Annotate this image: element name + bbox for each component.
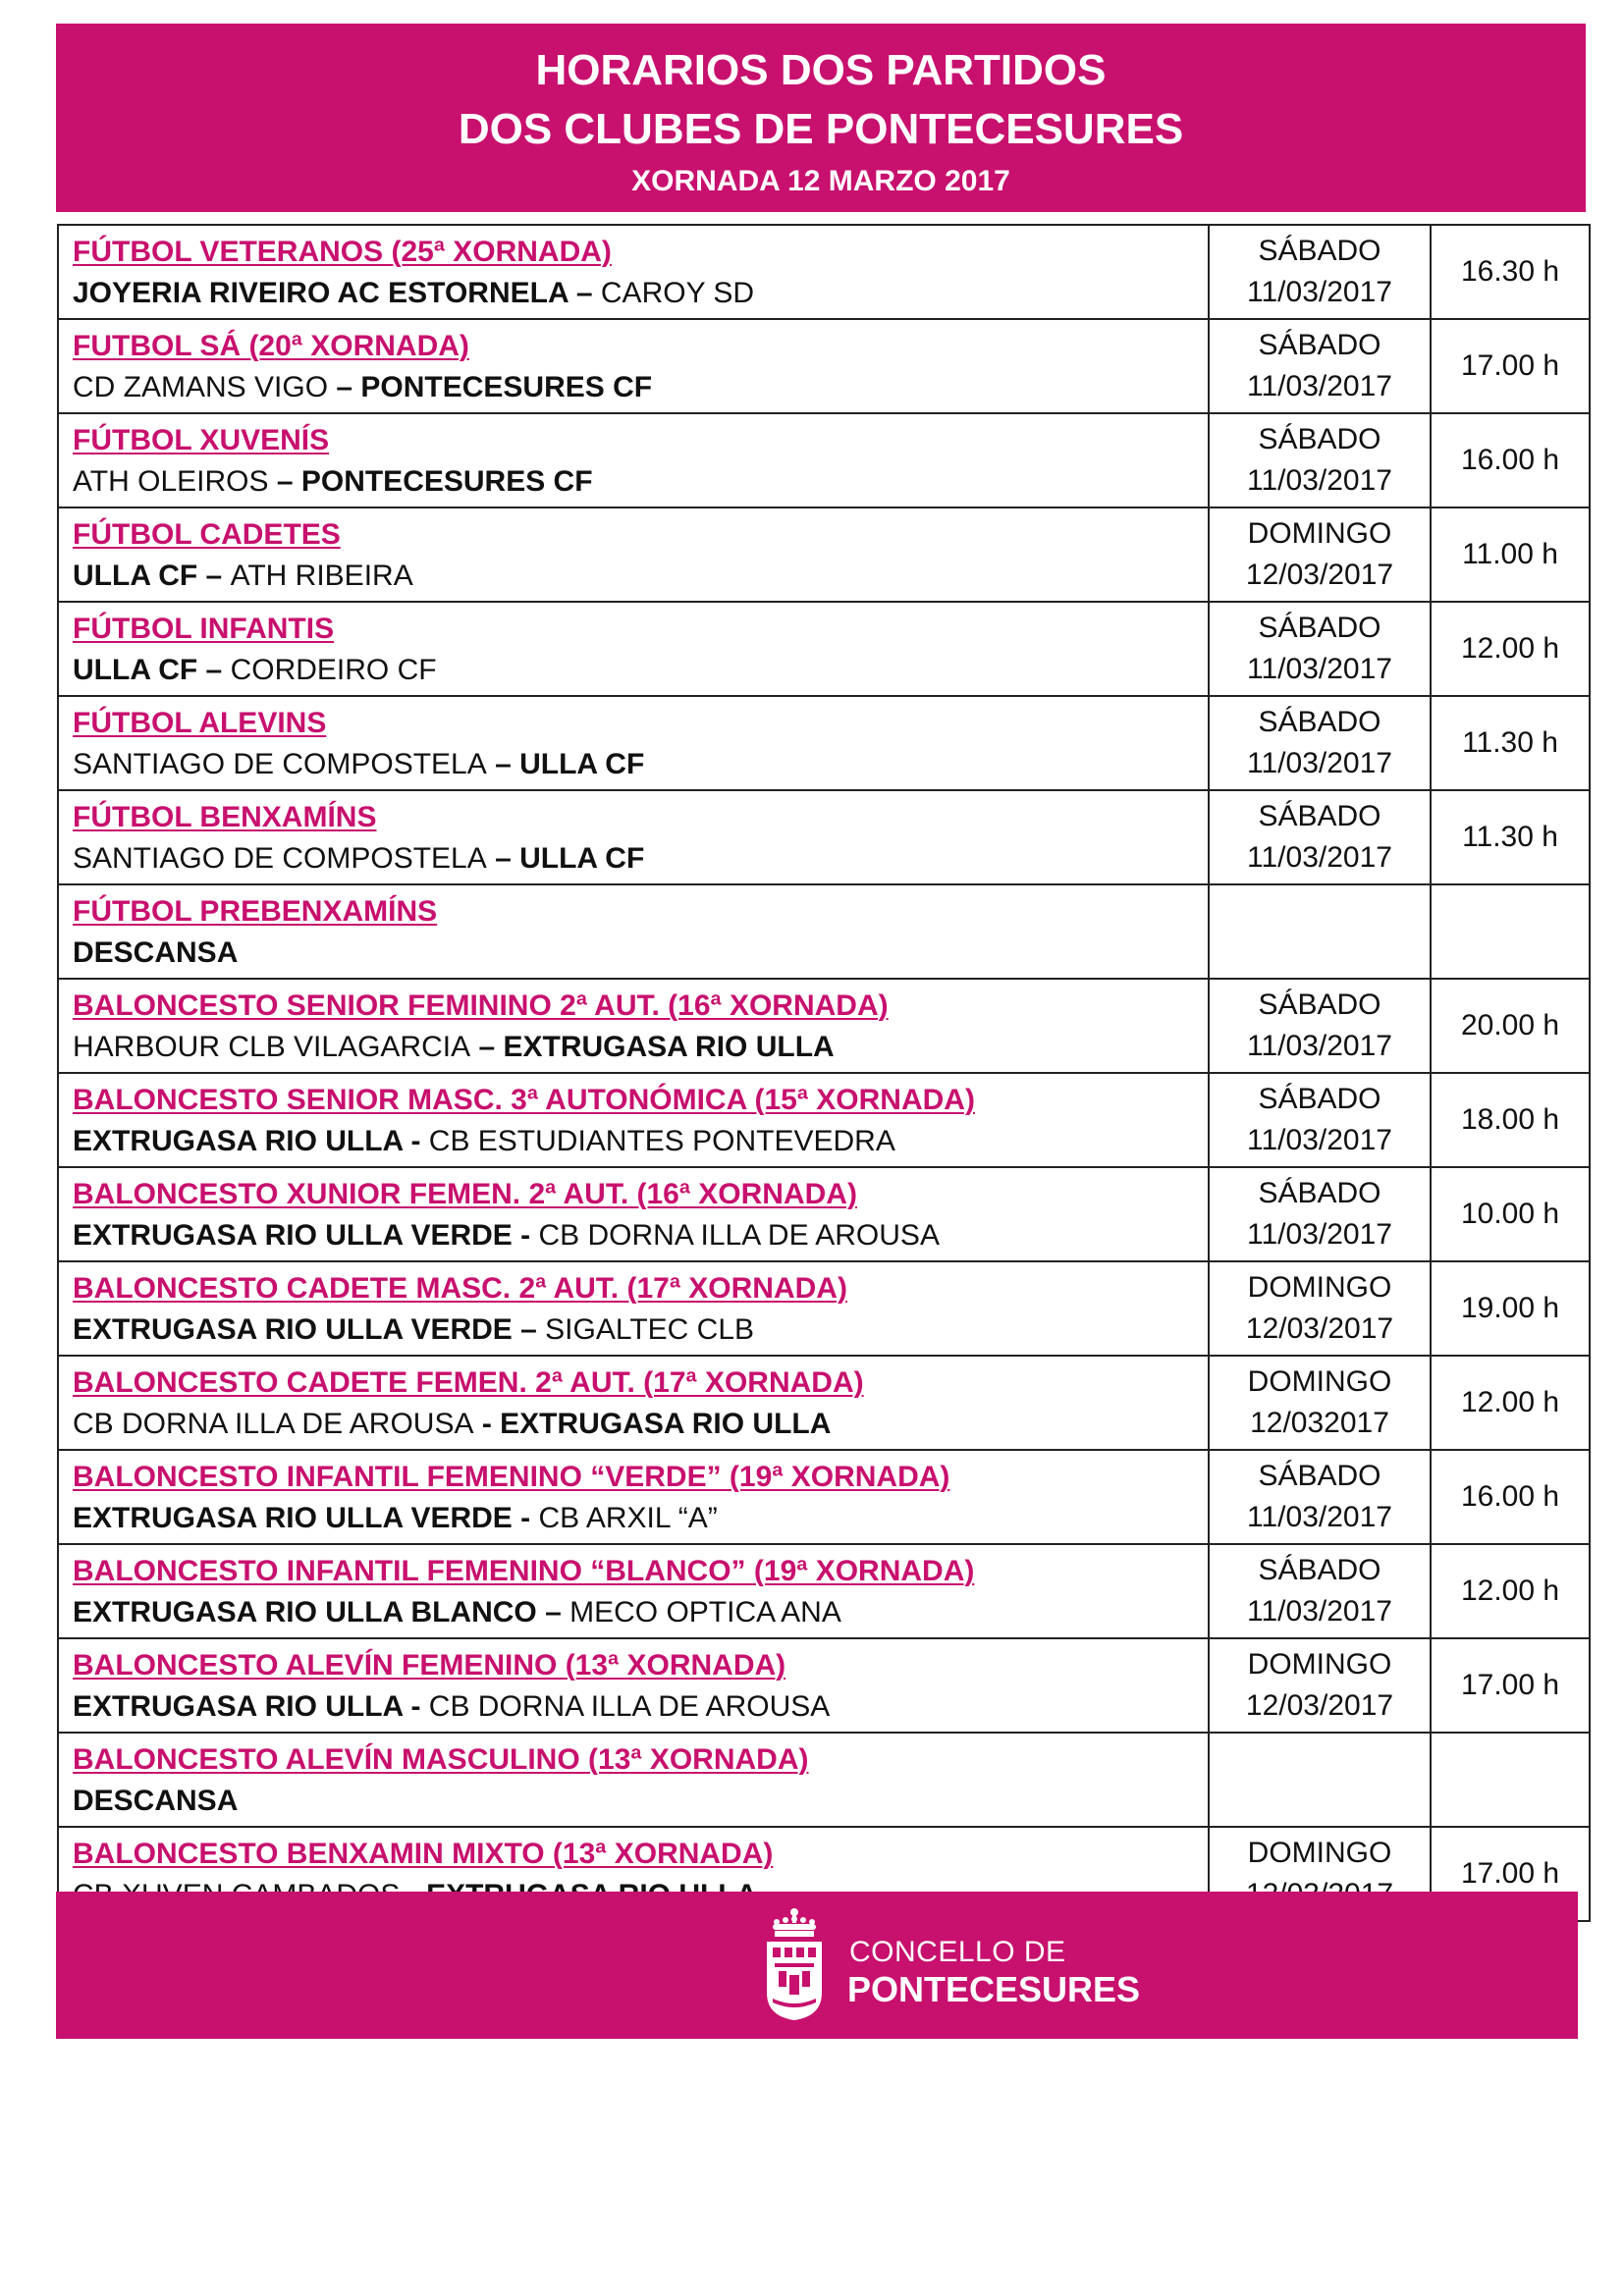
category-label: FÚTBOL PREBENXAMÍNS — [73, 895, 438, 928]
match-day: DOMINGO — [1247, 1365, 1392, 1398]
match-cell — [58, 413, 1209, 507]
match-date: 11/03/2017 — [1247, 464, 1392, 497]
teams-label — [73, 556, 1194, 597]
match-cell — [58, 1356, 1209, 1450]
team-away: EXTRUGASA RIO ULLA — [503, 1031, 835, 1063]
team-home: EXTRUGASA RIO ULLA VERDE — [73, 1219, 513, 1252]
match-time: 16.00 h — [1431, 413, 1590, 507]
table-row — [58, 319, 1590, 413]
date-cell — [1209, 1450, 1431, 1544]
match-day: SÁBADO — [1258, 988, 1381, 1021]
table-row — [58, 1544, 1590, 1638]
table-row — [58, 1450, 1590, 1544]
match-date: 11/03/2017 — [1247, 747, 1392, 779]
match-cell — [58, 319, 1209, 413]
date-cell — [1209, 790, 1431, 884]
category-label: BALONCESTO BENXAMIN MIXTO (13ª XORNADA) — [73, 1838, 774, 1870]
match-date: 12/032017 — [1250, 1407, 1389, 1439]
team-home: EXTRUGASA RIO ULLA VERDE — [73, 1313, 513, 1346]
teams-label — [73, 461, 1194, 503]
teams-label — [73, 1781, 1194, 1822]
team-away: MECO OPTICA ANA — [569, 1596, 841, 1629]
match-day: DOMINGO — [1247, 1271, 1392, 1304]
team-separator: - — [512, 1502, 539, 1534]
match-cell — [58, 1450, 1209, 1544]
table-row — [58, 1733, 1590, 1827]
category-label: FÚTBOL BENXAMÍNS — [73, 801, 377, 833]
match-cell — [58, 1544, 1209, 1638]
teams-label — [73, 933, 1194, 974]
team-home: EXTRUGASA RIO ULLA BLANCO — [73, 1596, 537, 1629]
team-home: CD ZAMANS VIGO — [73, 371, 329, 403]
match-time: 17.00 h — [1431, 1638, 1590, 1733]
team-home: ULLA CF — [73, 560, 198, 592]
match-date: 12/03/2017 — [1245, 1689, 1394, 1722]
table-row — [58, 1261, 1590, 1356]
match-cell — [58, 1733, 1209, 1827]
match-cell — [58, 1167, 1209, 1261]
page-footer — [56, 1892, 1578, 2039]
team-home: HARBOUR CLB VILAGARCIA — [73, 1031, 471, 1063]
team-home: JOYERIA RIVEIRO AC ESTORNELA — [73, 277, 568, 309]
teams-label — [73, 650, 1194, 691]
teams-label — [73, 1027, 1194, 1068]
category-label: FÚTBOL CADETES — [73, 518, 341, 551]
team-away: ULLA CF — [519, 748, 645, 780]
category-label: BALONCESTO SENIOR FEMININO 2ª AUT. (16ª XORNADA) — [73, 989, 889, 1022]
teams-label — [73, 1309, 1194, 1351]
teams-label — [73, 367, 1194, 408]
team-separator: - — [512, 1219, 539, 1252]
team-home: DESCANSA — [73, 936, 239, 969]
teams-label — [73, 1592, 1194, 1633]
category-label: FUTBOL SÁ (20ª XORNADA) — [73, 330, 469, 362]
category-label: BALONCESTO INFANTIL FEMENINO “VERDE” (19ª XORNADA) — [73, 1461, 950, 1493]
match-day: SÁBADO — [1258, 706, 1381, 738]
team-home: EXTRUGASA RIO ULLA — [73, 1690, 404, 1723]
coat-of-arms-icon — [763, 1906, 826, 2022]
table-row — [58, 602, 1590, 696]
team-home: CB DORNA ILLA DE AROUSA — [73, 1408, 474, 1440]
team-away: CB DORNA ILLA DE AROUSA — [538, 1219, 940, 1252]
date-cell — [1209, 1356, 1431, 1450]
match-time: 11.00 h — [1431, 507, 1590, 602]
teams-label — [73, 273, 1194, 314]
team-separator: – — [470, 1031, 504, 1063]
match-cell — [58, 1261, 1209, 1356]
team-separator: – — [197, 560, 231, 592]
match-time: 18.00 h — [1431, 1073, 1590, 1167]
team-separator: – — [536, 1596, 570, 1629]
page-header — [56, 24, 1586, 212]
match-date: 11/03/2017 — [1247, 1595, 1392, 1628]
team-separator: – — [486, 842, 520, 875]
header-subtitle: XORNADA 12 MARZO 2017 — [631, 165, 1010, 197]
table-row — [58, 225, 1590, 319]
table-row — [58, 790, 1590, 884]
team-separator: - — [473, 1408, 501, 1440]
team-away: CB DORNA ILLA DE AROUSA — [428, 1690, 831, 1723]
team-away: CB ARXIL “A” — [538, 1502, 718, 1534]
team-away: SIGALTEC CLB — [545, 1313, 755, 1346]
match-cell — [58, 1073, 1209, 1167]
category-label: BALONCESTO SENIOR MASC. 3ª AUTONÓMICA (15ª XORNADA) — [73, 1084, 975, 1116]
match-time: 12.00 h — [1431, 1356, 1590, 1450]
match-time: 12.00 h — [1431, 1544, 1590, 1638]
category-label: FÚTBOL VETERANOS (25ª XORNADA) — [73, 236, 612, 268]
teams-label — [73, 1404, 1194, 1445]
team-home: EXTRUGASA RIO ULLA VERDE — [73, 1502, 513, 1534]
date-cell — [1209, 696, 1431, 790]
footer-pontecesures-label: PONTECESURES — [847, 1969, 1141, 2009]
team-separator: - — [403, 1690, 429, 1723]
date-cell — [1209, 413, 1431, 507]
match-cell — [58, 225, 1209, 319]
match-time: 19.00 h — [1431, 1261, 1590, 1356]
match-date: 11/03/2017 — [1247, 370, 1392, 402]
footer-concello-label: CONCELLO DE — [849, 1936, 1066, 1968]
table-row — [58, 507, 1590, 602]
match-day: SÁBADO — [1258, 1177, 1381, 1209]
date-cell — [1209, 602, 1431, 696]
table-row — [58, 979, 1590, 1073]
match-time: 17.00 h — [1431, 319, 1590, 413]
teams-label — [73, 1215, 1194, 1256]
table-row — [58, 884, 1590, 979]
match-day: DOMINGO — [1247, 517, 1392, 550]
date-cell — [1209, 1638, 1431, 1733]
header-title-line1: HORARIOS DOS PARTIDOS — [535, 46, 1107, 94]
match-time: 16.00 h — [1431, 1450, 1590, 1544]
team-away: PONTECESURES CF — [300, 465, 593, 498]
match-cell — [58, 696, 1209, 790]
match-date: 12/03/2017 — [1245, 559, 1394, 591]
team-away: CB ESTUDIANTES PONTEVEDRA — [428, 1125, 895, 1157]
table-row — [58, 1638, 1590, 1733]
date-cell — [1209, 1167, 1431, 1261]
match-time: 17.00 h — [1431, 1827, 1590, 1921]
team-separator: – — [197, 654, 231, 686]
team-away: EXTRUGASA RIO ULLA — [500, 1408, 832, 1440]
team-home: SANTIAGO DE COMPOSTELA — [73, 842, 487, 875]
match-time: 12.00 h — [1431, 602, 1590, 696]
date-cell — [1209, 1544, 1431, 1638]
teams-label — [73, 1121, 1194, 1162]
match-day: SÁBADO — [1258, 1460, 1381, 1492]
match-time: 11.30 h — [1431, 790, 1590, 884]
date-cell — [1209, 225, 1431, 319]
match-cell — [58, 602, 1209, 696]
teams-label — [73, 1498, 1194, 1539]
team-home: SANTIAGO DE COMPOSTELA — [73, 748, 487, 780]
date-cell — [1209, 507, 1431, 602]
match-time — [1431, 1733, 1590, 1827]
team-home: EXTRUGASA RIO ULLA — [73, 1125, 404, 1157]
team-home: DESCANSA — [73, 1785, 239, 1817]
match-day: SÁBADO — [1258, 329, 1381, 361]
date-cell — [1209, 979, 1431, 1073]
match-day: SÁBADO — [1258, 235, 1381, 267]
match-time: 10.00 h — [1431, 1167, 1590, 1261]
teams-label — [73, 1686, 1194, 1728]
table-row — [58, 1167, 1590, 1261]
category-label: BALONCESTO XUNIOR FEMEN. 2ª AUT. (16ª XORNADA) — [73, 1178, 857, 1210]
table-row — [58, 413, 1590, 507]
table-row — [58, 1073, 1590, 1167]
match-date: 11/03/2017 — [1247, 1030, 1392, 1062]
category-label: FÚTBOL XUVENÍS — [73, 424, 330, 456]
match-day: DOMINGO — [1247, 1648, 1392, 1681]
team-away: CAROY SD — [600, 277, 755, 309]
match-cell — [58, 790, 1209, 884]
team-home: ATH OLEIROS — [73, 465, 269, 498]
match-day: SÁBADO — [1258, 423, 1381, 455]
match-day: SÁBADO — [1258, 612, 1381, 644]
match-day: SÁBADO — [1258, 800, 1381, 832]
team-separator: – — [512, 1313, 546, 1346]
match-cell — [58, 884, 1209, 979]
match-date: 11/03/2017 — [1247, 841, 1392, 874]
match-time: 11.30 h — [1431, 696, 1590, 790]
team-home: ULLA CF — [73, 654, 198, 686]
match-day: DOMINGO — [1247, 1837, 1392, 1869]
team-away: ULLA CF — [519, 842, 645, 875]
category-label: BALONCESTO CADETE FEMEN. 2ª AUT. (17ª XORNADA) — [73, 1366, 864, 1399]
match-date: 11/03/2017 — [1247, 276, 1392, 308]
match-cell — [58, 507, 1209, 602]
match-cell — [58, 979, 1209, 1073]
date-cell — [1209, 1073, 1431, 1167]
match-date: 11/03/2017 — [1247, 1218, 1392, 1251]
category-label: BALONCESTO CADETE MASC. 2ª AUT. (17ª XORNADA) — [73, 1272, 847, 1305]
match-date: 11/03/2017 — [1247, 1124, 1392, 1156]
match-time — [1431, 884, 1590, 979]
team-separator: – — [268, 465, 301, 498]
teams-label — [73, 744, 1194, 785]
match-day: SÁBADO — [1258, 1554, 1381, 1586]
match-date: 12/03/2017 — [1245, 1312, 1394, 1345]
header-title-line2: DOS CLUBES DE PONTECESURES — [458, 105, 1184, 153]
table-row — [58, 1356, 1590, 1450]
match-date: 11/03/2017 — [1247, 1501, 1392, 1533]
category-label: FÚTBOL ALEVINS — [73, 707, 327, 739]
team-away: CORDEIRO CF — [230, 654, 437, 686]
date-cell — [1209, 319, 1431, 413]
team-separator: – — [568, 277, 601, 309]
category-label: FÚTBOL INFANTIS — [73, 613, 335, 645]
team-away: PONTECESURES CF — [360, 371, 653, 403]
team-separator: – — [486, 748, 520, 780]
match-date: 11/03/2017 — [1247, 653, 1392, 685]
category-label: BALONCESTO ALEVÍN MASCULINO (13ª XORNADA) — [73, 1743, 809, 1776]
team-away: ATH RIBEIRA — [230, 560, 413, 592]
date-cell — [1209, 1733, 1431, 1827]
match-cell — [58, 1638, 1209, 1733]
teams-label — [73, 838, 1194, 880]
match-time: 16.30 h — [1431, 225, 1590, 319]
schedule-table — [57, 224, 1591, 1922]
team-separator: - — [403, 1125, 429, 1157]
team-separator: – — [328, 371, 361, 403]
table-row — [58, 696, 1590, 790]
match-day: SÁBADO — [1258, 1083, 1381, 1115]
category-label: BALONCESTO INFANTIL FEMENINO “BLANCO” (19ª XORNADA) — [73, 1555, 975, 1587]
category-label: BALONCESTO ALEVÍN FEMENINO (13ª XORNADA) — [73, 1649, 786, 1682]
date-cell — [1209, 1261, 1431, 1356]
date-cell — [1209, 884, 1431, 979]
match-time: 20.00 h — [1431, 979, 1590, 1073]
